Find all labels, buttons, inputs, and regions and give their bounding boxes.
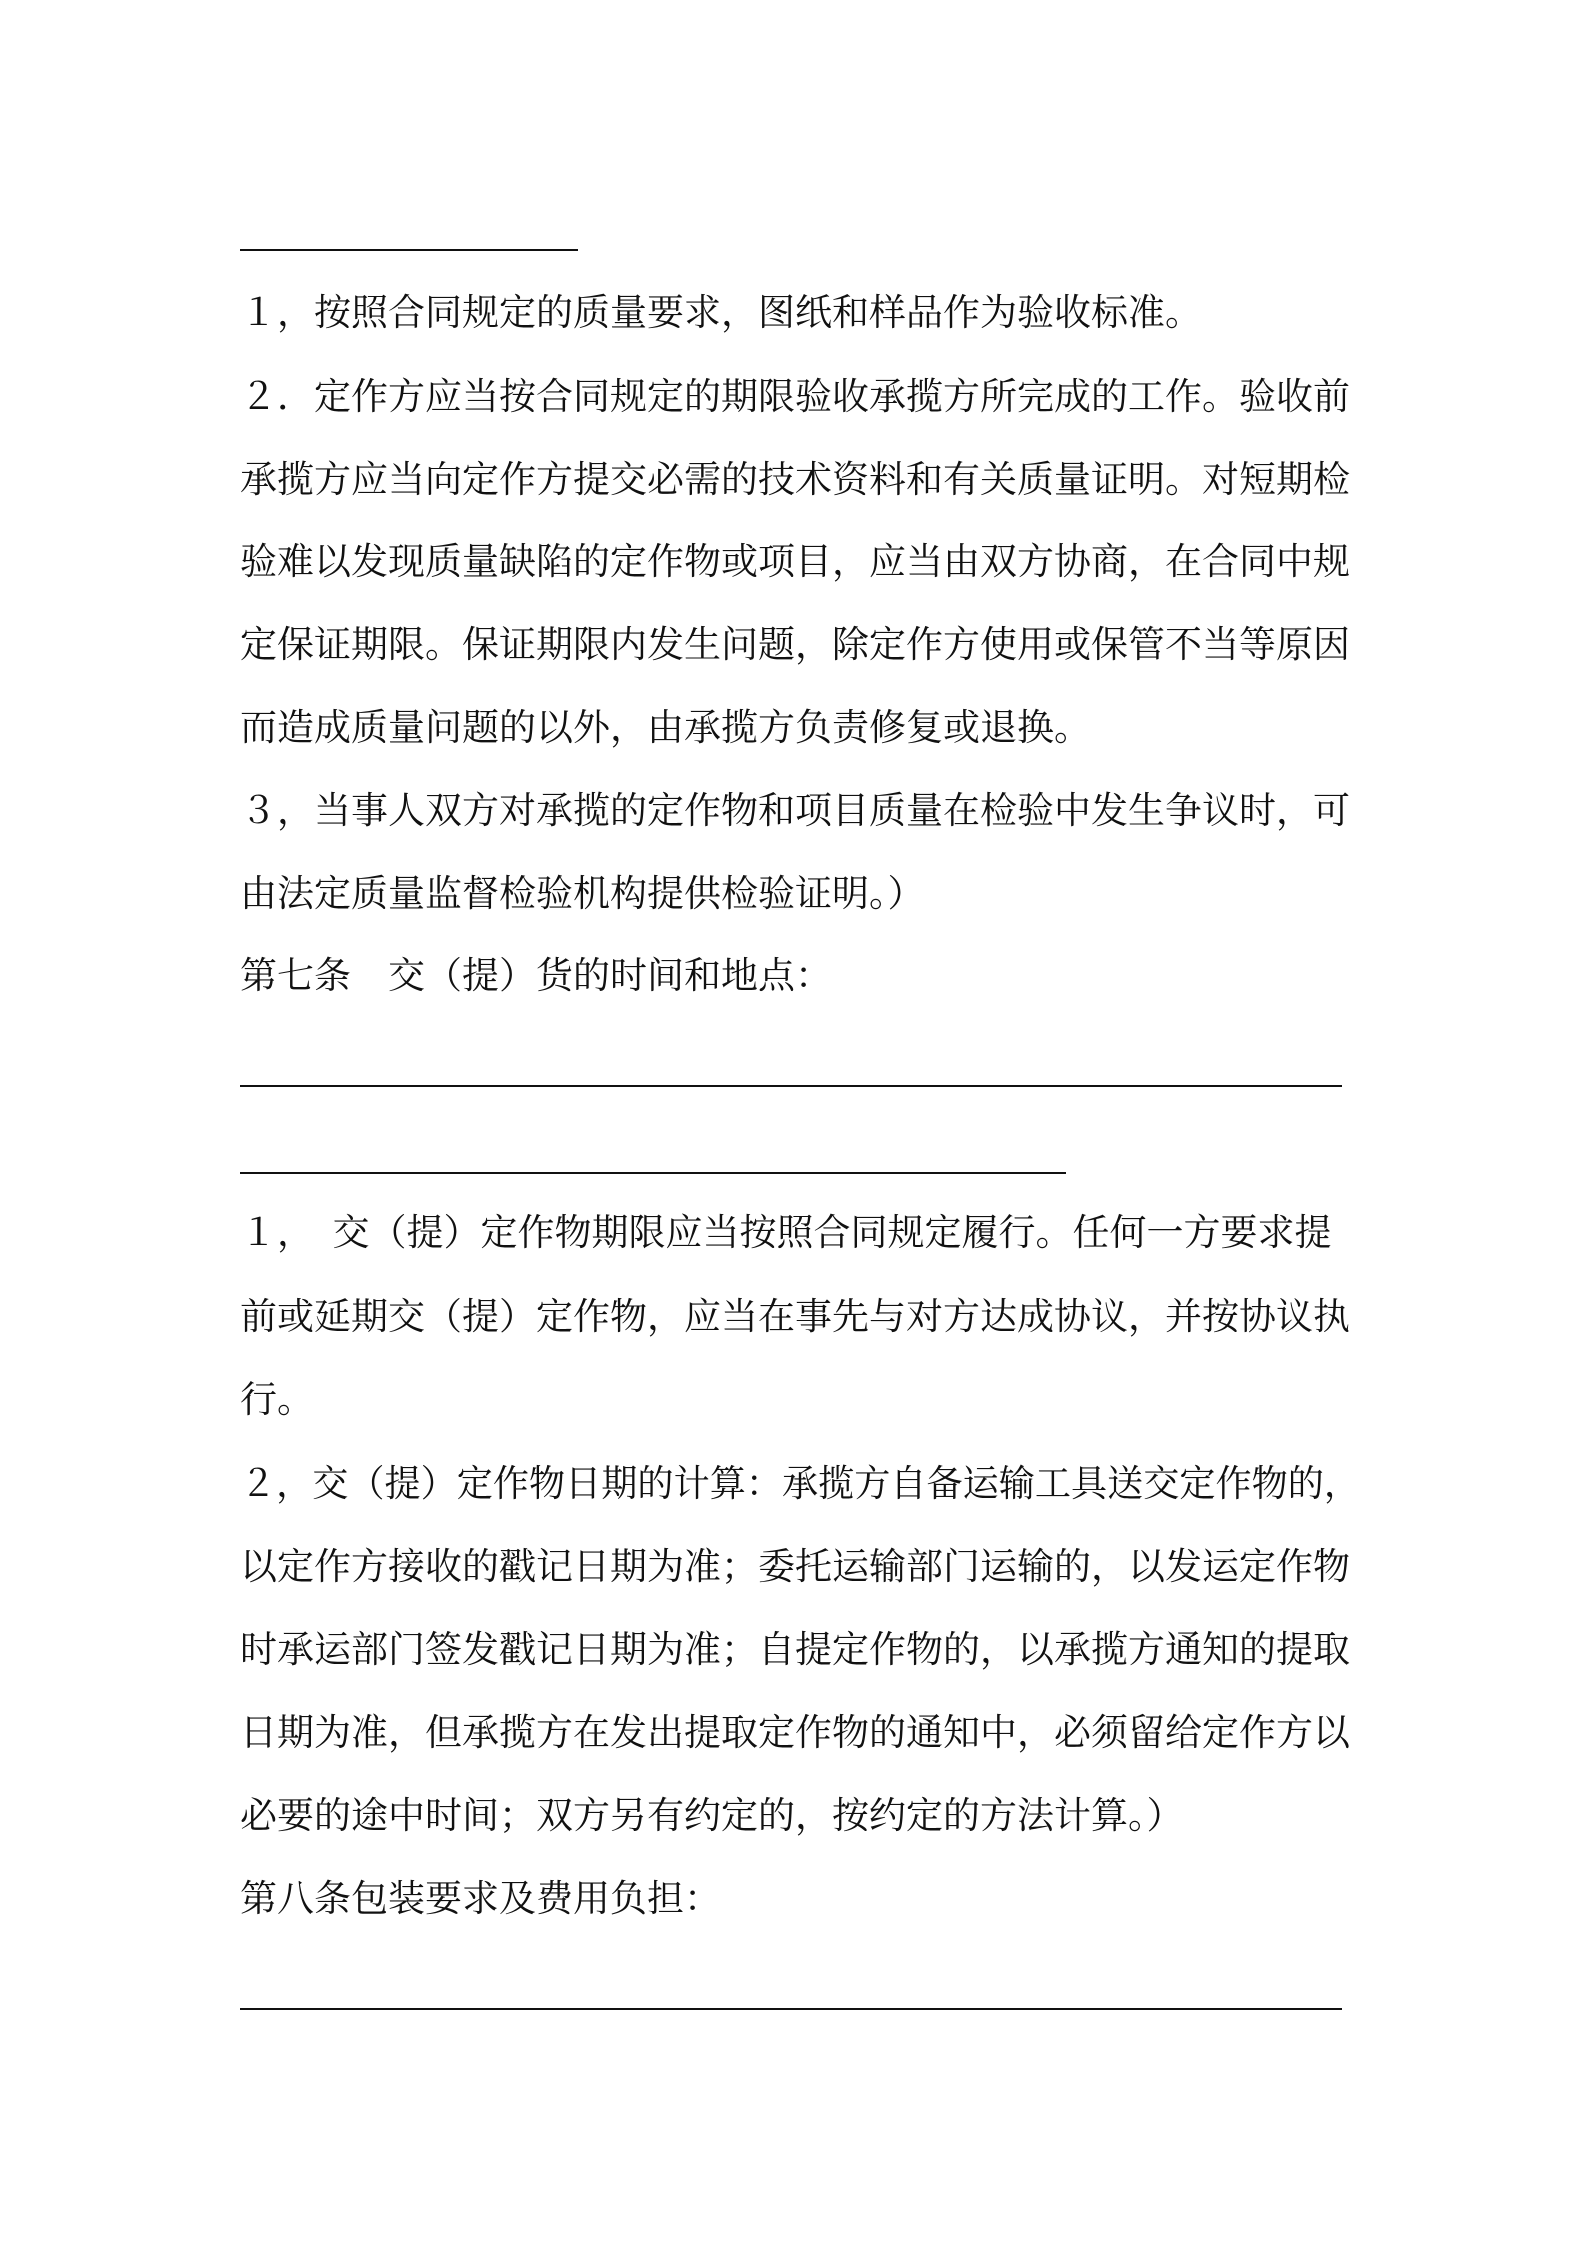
text-line: 时承运部门签发戳记日期为准；自提定作物的，以承揽方通知的提取 [240, 1628, 1350, 1671]
clause-8-heading: 第八条包装要求及费用负担： [240, 1877, 721, 1920]
fill-in-blank-line [240, 1085, 1342, 1087]
text-line: 定保证期限。保证期限内发生问题，除定作方使用或保管不当等原因 [240, 623, 1350, 666]
text-line: 日期为准，但承揽方在发出提取定作物的通知中，必须留给定作方以 [240, 1711, 1350, 1754]
fill-in-blank-line [240, 249, 578, 251]
text-line: 而造成质量问题的以外，由承揽方负责修复或退换。 [240, 706, 1091, 749]
clause-6-item-1: １，按照合同规定的质量要求，图纸和样品作为验收标准。 [240, 291, 1202, 334]
fill-in-blank-line [240, 1172, 1066, 1174]
text-line: 行。 [240, 1378, 314, 1421]
text-line: 前或延期交（提）定作物，应当在事先与对方达成协议，并按协议执 [240, 1295, 1350, 1338]
clause-6-item-2: ２．定作方应当按合同规定的期限验收承揽方所完成的工作。验收前 [240, 375, 1350, 418]
clause-7-item-2: ２，交（提）定作物日期的计算：承揽方自备运输工具送交定作物的， [240, 1462, 1361, 1505]
fill-in-blank-line [240, 2008, 1342, 2010]
clause-6-item-3: ３，当事人双方对承揽的定作物和项目质量在检验中发生争议时，可 [240, 789, 1350, 832]
clause-7-heading: 第七条 交（提）货的时间和地点： [240, 954, 832, 997]
clause-7-item-1: １， 交（提）定作物期限应当按照合同规定履行。任何一方要求提 [240, 1211, 1332, 1254]
text-line: 必要的途中时间；双方另有约定的，按约定的方法计算。） [240, 1794, 1184, 1837]
text-line: 由法定质量监督检验机构提供检验证明。） [240, 872, 925, 915]
text-line: 验难以发现质量缺陷的定作物或项目，应当由双方协商，在合同中规 [240, 540, 1350, 583]
text-line: 承揽方应当向定作方提交必需的技术资料和有关质量证明。对短期检 [240, 458, 1350, 501]
text-line: 以定作方接收的戳记日期为准；委托运输部门运输的，以发运定作物 [240, 1545, 1350, 1588]
